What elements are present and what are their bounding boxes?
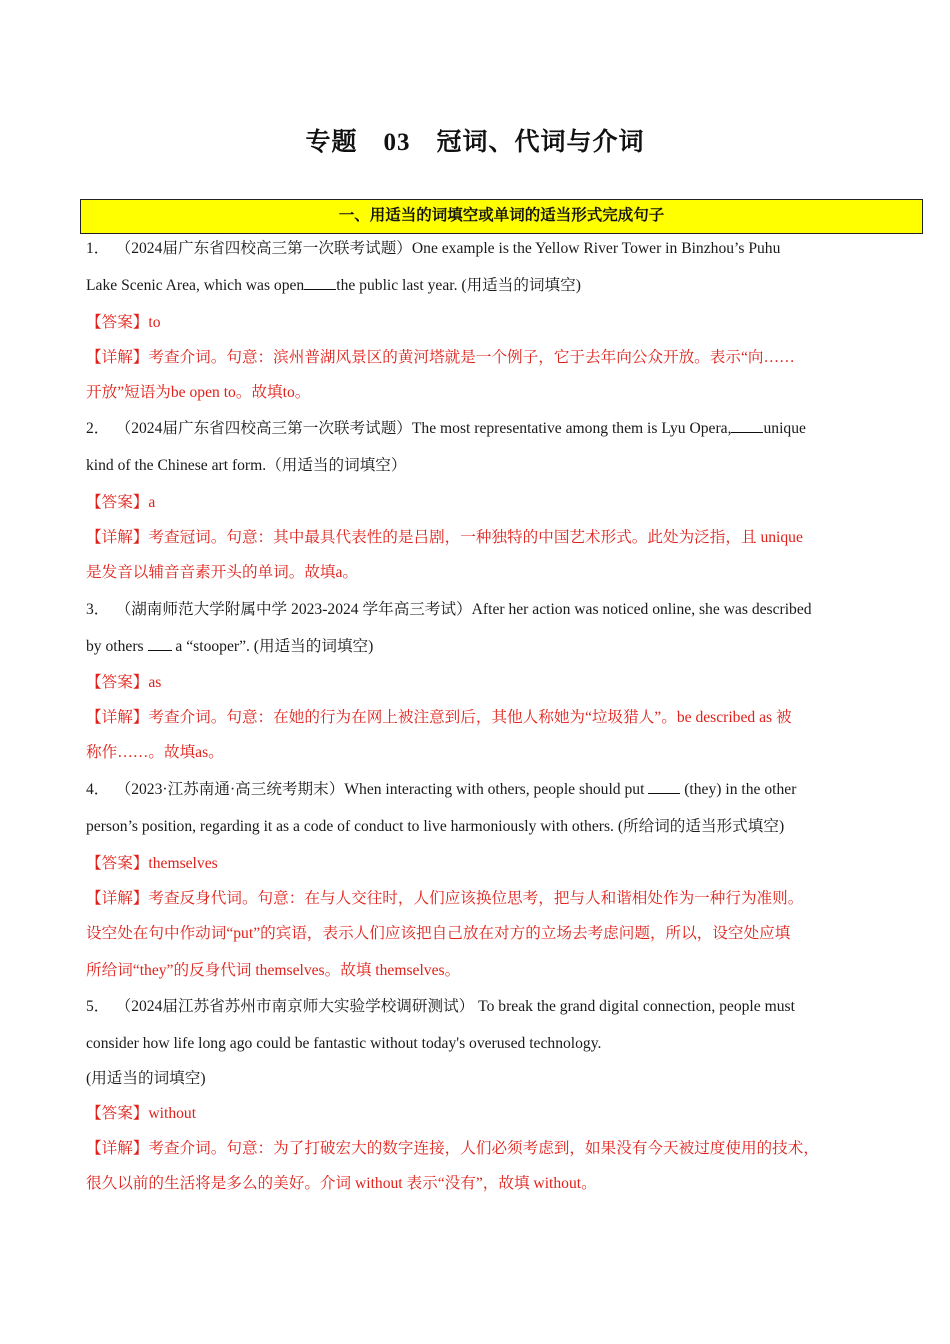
question-1-line-2: Lake Scenic Area, which was open the public last year. (用适当的词填空) [86, 276, 581, 294]
question-number: 3． [86, 600, 110, 618]
question-1-detail-line-1: 【详解】考查介词。句意：滨州普湖风景区的黄河塔就是一个例子，它于去年向公众开放。表示“向…… [86, 348, 795, 366]
question-5-line-3: (用适当的词填空) [86, 1070, 206, 1088]
question-5-line-1: 5． （2024届江苏省苏州市南京师大实验学校调研测试） To break the grand digital connection, people must [86, 998, 795, 1016]
question-3-detail-line-2: 称作……。故填as。 [86, 744, 224, 762]
question-number: 2． [86, 420, 110, 438]
question-5-answer: 【答案】without [86, 1105, 197, 1123]
question-4-detail-line-2: 设空处在句中作动词“put”的宾语，表示人们应该把自己放在对方的立场去考虑问题，所以，设空处应填 [86, 924, 791, 942]
question-2-line-2: kind of the Chinese art form.（用适当的词填空） [86, 457, 407, 475]
section-heading: 一、用适当的词填空或单词的适当形式完成句子 [80, 199, 923, 234]
page-title: 专题 03 冠词、代词与介词 [305, 129, 645, 156]
answer-blank [731, 418, 763, 433]
question-2-answer: 【答案】a [86, 493, 156, 511]
question-2-detail-line-1: 【详解】考查冠词。句意：其中最具代表性的是吕剧，一种独特的中国艺术形式。此处为泛指，且 unique [86, 528, 803, 546]
question-1-detail-line-2: 开放”短语为be open to。故填to。 [86, 383, 311, 401]
question-5-line-2: consider how life long ago could be fantastic without today's overused technology. [86, 1035, 602, 1053]
answer-blank [148, 636, 172, 651]
question-4-detail-line-3: 所给词“they”的反身代词 themselves。故填 themselves。 [86, 961, 461, 979]
question-number: 1． [86, 240, 110, 257]
question-2-detail-line-2: 是发音以辅音音素开头的单词。故填a。 [86, 563, 359, 581]
question-5-detail-line-2: 很久以前的生活将是多么的美好。介词 without 表示“没有”，故填 without。 [86, 1175, 597, 1193]
question-3-line-1: 3． （湖南师范大学附属中学 2023-2024 学年高三考试）After her action was noticed online, she was described [86, 600, 812, 618]
question-4-detail-line-1: 【详解】考查反身代词。句意：在与人交往时，人们应该换位思考，把与人和谐相处作为一种行为准则。 [86, 889, 804, 907]
question-number: 4． [86, 781, 110, 799]
question-1-answer: 【答案】to [86, 313, 161, 331]
question-2-line-1: 2． （2024届广东省四校高三第一次联考试题）The most representative among them is Lyu Opera, unique [86, 420, 806, 438]
question-4-line-1: 4． （2023·江苏南通·高三统考期末）When interacting with others, people should put (they) in the other [86, 781, 797, 799]
question-3-answer: 【答案】as [86, 674, 162, 692]
question-1-line-1: 1． （2024届广东省四校高三第一次联考试题）One example is the Yellow River Tower in Binzhou’s Puhu [86, 240, 781, 257]
answer-blank [648, 779, 680, 794]
question-number: 5． [86, 998, 110, 1016]
question-3-detail-line-1: 【详解】考查介词。句意：在她的行为在网上被注意到后，其他人称她为“垃圾猎人”。be described as 被 [86, 709, 792, 727]
question-4-answer: 【答案】themselves [86, 854, 218, 872]
question-5-detail-line-1: 【详解】考查介词。句意：为了打破宏大的数字连接，人们必须考虑到，如果没有今天被过度使用的技术， [86, 1140, 819, 1158]
question-3-line-2: by others a “stooper”. (用适当的词填空) [86, 637, 374, 655]
question-list [86, 231, 870, 1203]
question-4-line-2: person’s position, regarding it as a code of conduct to live harmoniously with others. (所给词的适当形式填空) [86, 817, 785, 835]
answer-blank [304, 275, 336, 290]
